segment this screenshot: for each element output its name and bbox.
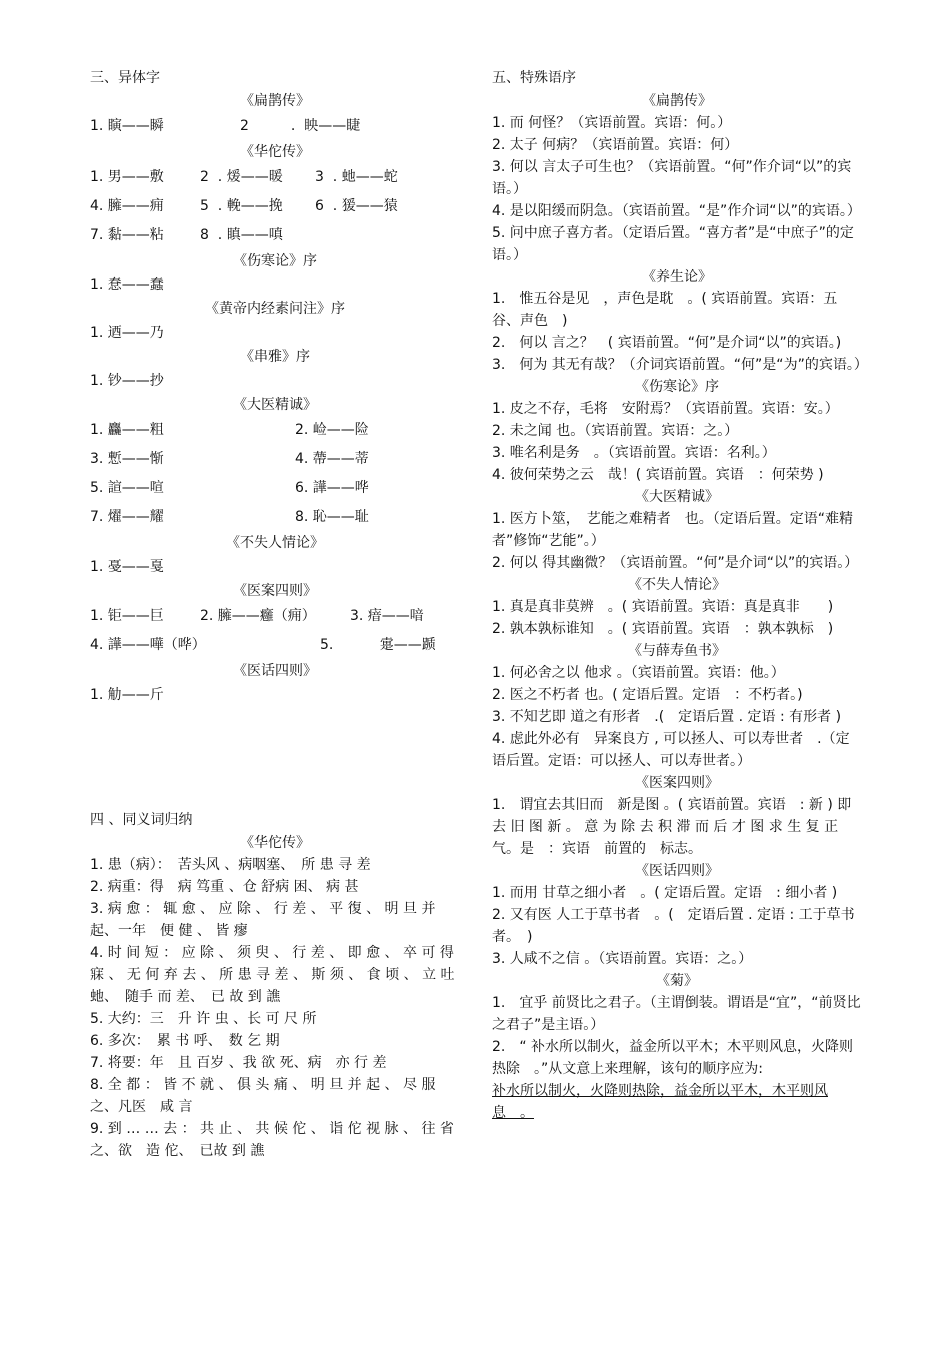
entry: 5 . 輓——挽 xyxy=(200,198,283,214)
subsection-title: 《华佗传》 xyxy=(240,835,310,851)
entry: 1. 惷——蠢 xyxy=(90,277,164,293)
syntax-item: 2. 何以 言之？ ( 宾语前置。“何”是介词“以”的宾语。) xyxy=(492,335,842,351)
section-3-title: 三、异体字 xyxy=(90,70,160,86)
subsection-title: 《医话四则》 xyxy=(635,863,719,879)
synonym-item: 3. 病 愈 ： 辄 愈 、 应 除 、 行 差 、 平 復 、 明 旦 并 起、一年 便 健 、 皆 瘳 xyxy=(90,901,436,939)
synonym-item: 8. 全 都 ： 皆 不 就 、 俱 头 痛 、 明 旦 并 起 、 尽 服 之、凡医 咸 言 xyxy=(90,1077,436,1115)
entry: 1. 迺——乃 xyxy=(90,325,164,341)
syntax-item: 1. 皮之不存，毛将 安附焉？（宾语前置。宾语：安。） xyxy=(492,401,839,417)
syntax-item: 2. 太子 何病？（宾语前置。宾语：何） xyxy=(492,137,739,153)
entry: 3 . 虵——蛇 xyxy=(315,169,398,185)
subsection-title: 《医案四则》 xyxy=(635,775,719,791)
syntax-item: 2. 孰本孰标谁知 。( 宾语前置。宾语 ：孰本孰标 ) xyxy=(492,621,834,637)
syntax-item: 1. 医方卜筮， 艺能之难精者 也。（定语后置。定语“难精者”修饰“艺能”。） xyxy=(492,511,854,549)
entry: 1. 觔——斤 xyxy=(90,687,164,703)
entry: 2. 崄——险 xyxy=(295,422,369,438)
synonym-item: 1. 患（病）： 苦头风 、病咽塞、 所 患 寻 差 xyxy=(90,857,371,873)
section-4-title: 四 、同义词归纳 xyxy=(90,812,193,828)
syntax-item: 2. “ 补水所以制火，益金所以平木；木平则风息，火降则热除 。”从文意上来理解，该句的顺序应为: xyxy=(492,1039,854,1077)
entry: 2 . 眏——睫 xyxy=(240,118,361,134)
entry: 1. 钞——抄 xyxy=(90,373,164,389)
subsection-title: 《伤寒论》序 xyxy=(635,379,719,395)
subsection-title: 《医话四则》 xyxy=(233,663,317,679)
entry: 3. 慙——惭 xyxy=(90,451,164,467)
entry-row xyxy=(90,445,460,474)
entry: 8. 恥——耻 xyxy=(295,509,369,525)
syntax-item: 4. 是以阳缓而阴急。（宾语前置。“是”作介词“以”的宾语。） xyxy=(492,203,861,219)
entry-row xyxy=(90,163,460,192)
syntax-item: 4. 彼何荣势之云 哉！( 宾语前置。宾语 ：何荣势 ) xyxy=(492,467,824,483)
entry: 7. 黏——粘 xyxy=(90,227,164,243)
entry-row xyxy=(90,503,460,532)
subsection-title: 《不失人情论》 xyxy=(226,535,324,551)
entry-row xyxy=(90,602,460,631)
entry: 6 . 猨——猿 xyxy=(315,198,398,214)
synonym-item: 7. 将要：年 且 百岁 、我 欲 死、病 亦 行 差 xyxy=(90,1055,387,1071)
syntax-item: 2. 又有医 人工于草书者 。( 定语后置 . 定语 : 工于草书者。 ) xyxy=(492,907,855,945)
syntax-item: 1. 谓宜去其旧而 新是图 。( 宾语前置。宾语 : 新 ) 即 去 旧 图 新 。 意 为 除 去 积 滞 而 后 才 图 求 生 复 正气。是 ：宾语 前置的 标志。 xyxy=(492,797,852,857)
entry-row xyxy=(90,474,460,503)
synonym-item: 5. 大约：三 升 许 虫 、长 可 尺 所 xyxy=(90,1011,317,1027)
syntax-item: 3. 何以 言太子可生也？（宾语前置。“何”作介词“以”的宾语。） xyxy=(492,159,852,197)
syntax-item: 1. 真是真非莫辨 。( 宾语前置。宾语：真是真非 ) xyxy=(492,599,834,615)
syntax-item: 1. 而 何怪？（宾语前置。宾语：何。） xyxy=(492,115,732,131)
entry: 4. 臃——痈 xyxy=(90,198,164,214)
entry: 4. 蔕——蒂 xyxy=(295,451,369,467)
subsection-title: 《不失人情论》 xyxy=(628,577,726,593)
entry: 5. 諠——喧 xyxy=(90,480,164,496)
entry: 2 . 煖——暖 xyxy=(200,169,283,185)
syntax-item: 3. 不知艺即 道之有形者 .( 定语后置 . 定语 : 有形者 ) xyxy=(492,709,842,725)
syntax-item: 1. 而用 甘草之细小者 。( 定语后置。定语 : 细小者 ) xyxy=(492,885,838,901)
entry-row xyxy=(90,221,460,250)
syntax-item: 1. 宜乎 前贤比之君子。（主谓倒装。谓语是“宜”，“前贤比之君子”是主语。） xyxy=(492,995,861,1033)
spacer xyxy=(90,708,460,808)
subsection-title: 《大医精诚》 xyxy=(635,489,719,505)
subsection-title: 《菊》 xyxy=(656,973,698,989)
synonym-item: 6. 多次： 累 书 呼、 数 乞 期 xyxy=(90,1033,280,1049)
subsection-title: 《伤寒论》序 xyxy=(233,253,317,269)
subsection-title: 《医案四则》 xyxy=(233,583,317,599)
syntax-item: 2. 何以 得其幽微？（宾语前置。“何”是介词“以”的宾语。） xyxy=(492,555,859,571)
syntax-item: 3. 何为 其无有哉？（介词宾语前置。“何”是“为”的宾语。） xyxy=(492,357,868,373)
entry-row xyxy=(90,631,460,660)
synonym-item: 2. 病重：得 病 笃重 、仓 舒病 困、 病 甚 xyxy=(90,879,359,895)
entry: 5. 疐——踬 xyxy=(320,637,436,653)
answer-text: 补水所以制火，火降则热除，益金所以平木，木平则风息 。 xyxy=(492,1083,828,1121)
subsection-title: 《大医精诚》 xyxy=(233,397,317,413)
entry: 1. 钜——巨 xyxy=(90,608,164,624)
syntax-item: 1. 惟五谷是见 ，声色是耽 。( 宾语前置。宾语：五谷、声色 ) xyxy=(492,291,838,329)
syntax-item: 2. 未之闻 也。（宾语前置。宾语：之。） xyxy=(492,423,739,439)
subsection-title: 《华佗传》 xyxy=(240,144,310,160)
subsection-title: 《养生论》 xyxy=(642,269,712,285)
syntax-item: 4. 虑此外必有 异案良方 , 可以拯人、可以寿世者 .（定语后置。定语：可以拯人、可以寿世者。） xyxy=(492,731,850,769)
subsection-title: 《扁鹊传》 xyxy=(240,93,310,109)
entry: 8 . 瞋——嗔 xyxy=(200,227,283,243)
syntax-item: 2. 医之不朽者 也。( 定语后置。定语 ：不朽者。) xyxy=(492,687,803,703)
section-5-title: 五、特殊语序 xyxy=(492,70,576,86)
syntax-item: 3. 人咸不之信 。（宾语前置。宾语：之。） xyxy=(492,951,753,967)
subsection-title: 《串雅》序 xyxy=(240,349,310,365)
entry: 3. 瘖——喑 xyxy=(350,608,424,624)
entry: 1. 男——敷 xyxy=(90,169,164,185)
entry: 4. 譁——嘩（哗） xyxy=(90,637,206,653)
synonym-item: 9. 到 … … 去 ： 共 止 、 共 候 佗 、 诣 佗 视 脉 、 往 省之、欲 造 佗、 已故 到 譙 xyxy=(90,1121,454,1159)
entry-row xyxy=(90,416,460,445)
entry-row xyxy=(90,192,460,221)
synonym-item: 4. 时 间 短 ： 应 除 、 须 臾 、 行 差 、 即 愈 、 卒 可 得 寐 、 无 何 弃 去 、 所 患 寻 差 、 斯 须 、 食 顷 、 立 吐 虵、 随手 而 差、 已 故 到 譙 xyxy=(90,945,455,1005)
syntax-item: 3. 唯名利是务 。（宾语前置。宾语：名利。） xyxy=(492,445,776,461)
right-column xyxy=(492,66,868,1124)
left-column xyxy=(90,66,460,1162)
entry: 1. 麤——粗 xyxy=(90,422,164,438)
entry: 1. 瞚——瞬 xyxy=(90,118,164,134)
entry: 7. 燿——耀 xyxy=(90,509,164,525)
entry-row xyxy=(90,112,460,141)
subsection-title: 《黄帝内经素问注》序 xyxy=(205,301,345,317)
entry: 1. 戞——戛 xyxy=(90,559,164,575)
entry: 2. 臃——癰（痈） xyxy=(200,608,316,624)
syntax-item: 5. 问中庶子喜方者。（定语后置。“喜方者”是“中庶子”的定语。） xyxy=(492,225,854,263)
subsection-title: 《与薛寿鱼书》 xyxy=(628,643,726,659)
syntax-item: 1. 何必舍之以 他求 。（宾语前置。宾语：他。） xyxy=(492,665,785,681)
entry: 6. 譁——哗 xyxy=(295,480,369,496)
subsection-title: 《扁鹊传》 xyxy=(642,93,712,109)
